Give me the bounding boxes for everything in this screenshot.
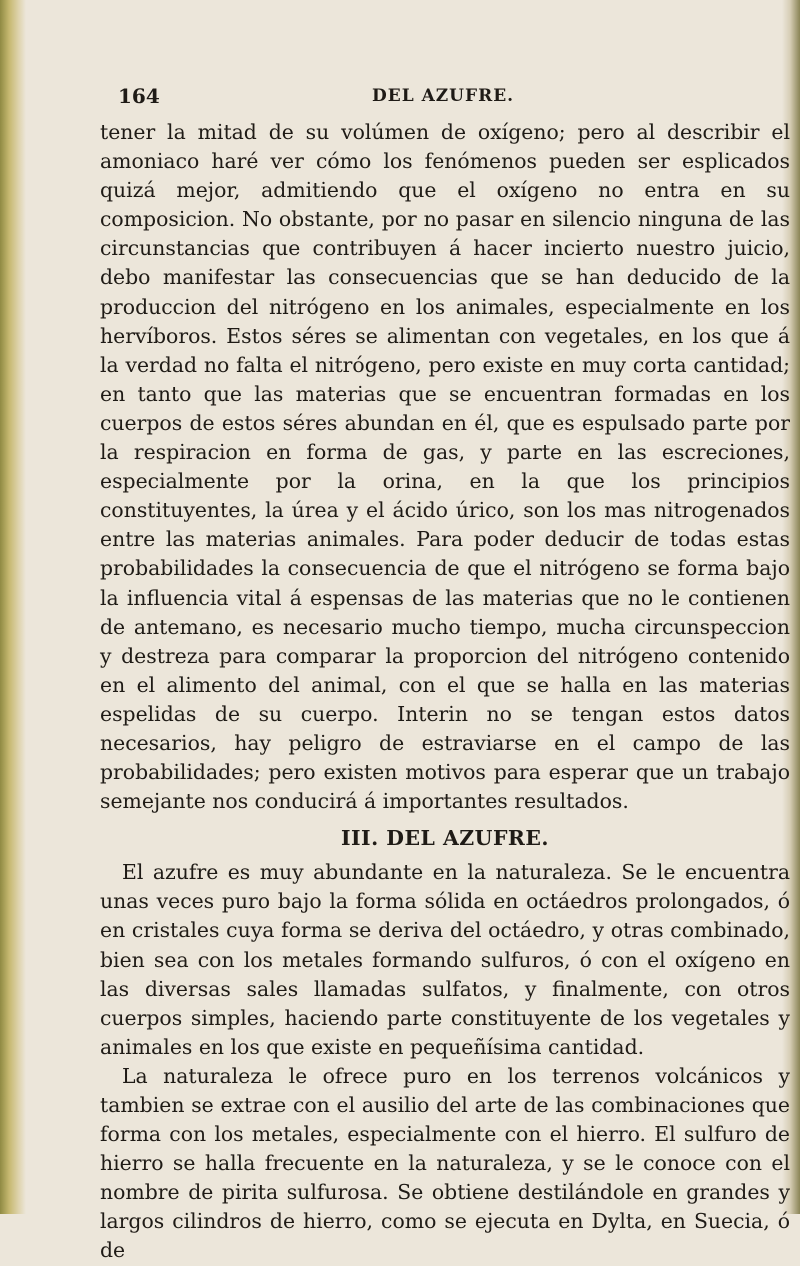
running-head-title: DEL AZUFRE. (372, 86, 515, 106)
section-title: III. DEL AZUFRE. (340, 826, 550, 851)
paragraph-sulfur-extraction: La naturaleza le ofrece puro en los terrenos volcánicos y tambien se extrae con el ausilio del arte de las combinaciones que forma con los metales, especialmente con el hierro. El sulfuro de hierro se halla frecuente en la naturaleza, y se le conoce con el nombre de pirita sulfurosa. Se obtiene destilándole en grandes y largos cilindros de hierro, como se ejecuta en Dylta, en Suecia, ó de (100, 1063, 790, 1263)
book-binding-shadow (0, 0, 26, 1214)
paragraph-nitrogen: tener la mitad de su volúmen de oxígeno; pero al describir el amoniaco haré ver cómo los fenómenos pueden ser esplicados quizá mejor, admitiendo que el oxígeno no entra en su composicion. No obstante, por no pasar en silencio ninguna de las circunstancias que contribuyen á hacer incierto nuestro juicio, debo manifestar las consecuencias que se han deducido de la produccion del nitrógeno en los animales, especialmente en los hervíboros. Estos séres se alimentan con vegetales, en los que á la verdad no falta el nitrógeno, pero existe en muy corta cantidad; en tanto que las materias que se encuentran formadas en los cuerpos de estos séres abundan en él, que es espulsado parte por la respiracion en forma de gas, y parte en las escreciones, especialmente por la orina, en la que los principios constituyentes, la úrea y el ácido úrico, son los mas nitrogenados entre las materias animales. Para poder deducir de todas estas probabilidades la consecuencia de que el nitrógeno se forma bajo la influencia vital á espensas de las materias que no le contienen de antemano, es necesario mucho tiempo, mucha circunspeccion y destreza para comparar la proporcion del nitrógeno contenido en el alimento del animal, con el que se halla en las materias espelidas de su cuerpo. Interin no se tengan estos datos necesarios, hay peligro de estraviarse en el campo de las probabilidades; pero existen motivos para esperar que un trabajo semejante nos conducirá á importantes resultados. (100, 120, 790, 814)
running-head (100, 84, 790, 118)
paragraph-sulfur-occurrence: El azufre es muy abundante en la naturaleza. Se le encuentra unas veces puro bajo la forma sólida en octáedros prolongados, ó en cristales cuya forma se deriva del octáedro, y otras combinado, bien sea con los metales formando sulfuros, ó con el oxígeno en las diversas sales llamadas sulfatos, y finalmente, con otros cuerpos simples, haciendo parte constituyente de los vegetales y animales en los que existe en pequeñísima cantidad. (100, 860, 790, 1059)
book-page (100, 84, 790, 1263)
page-number: 164 (118, 84, 160, 108)
